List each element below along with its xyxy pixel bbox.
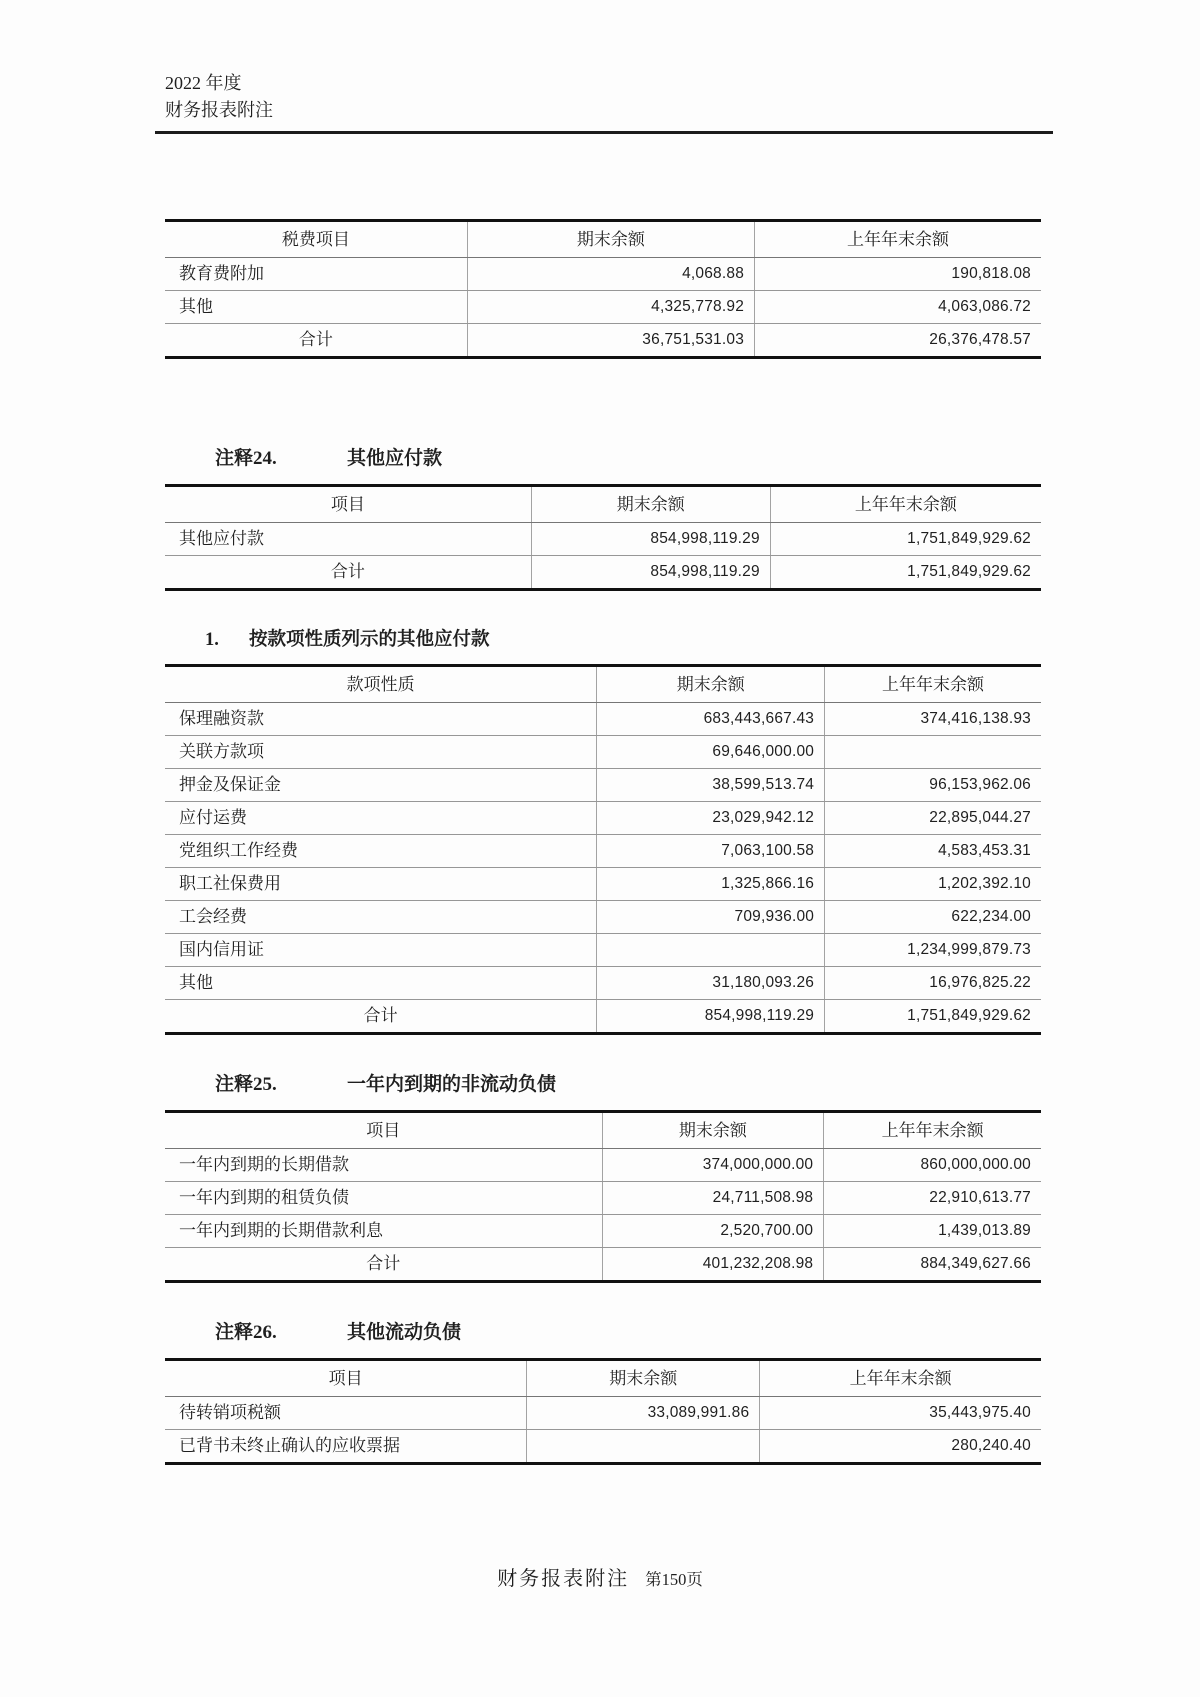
other-payables-table bbox=[165, 484, 1041, 591]
note-26-number: 注释26. bbox=[215, 1322, 277, 1343]
other-current-liabilities-table bbox=[165, 1358, 1041, 1465]
row-label: 保理融资款 bbox=[165, 703, 597, 736]
table-body bbox=[165, 523, 1041, 590]
row-label: 已背书未终止确认的应收票据 bbox=[179, 1436, 400, 1455]
page-body bbox=[165, 219, 1041, 1465]
table-header bbox=[165, 666, 1041, 703]
table-header bbox=[165, 1112, 1041, 1149]
table-row bbox=[165, 835, 1041, 868]
column-header: 上年年末余额 bbox=[824, 1112, 1041, 1149]
amount-current-period: 374,000,000.00 bbox=[602, 1149, 824, 1182]
amount-prior-year: 374,416,138.93 bbox=[825, 703, 1041, 736]
column-header: 期末余额 bbox=[531, 486, 770, 523]
amount-current-period: 2,520,700.00 bbox=[602, 1215, 824, 1248]
column-header: 项目 bbox=[165, 1112, 602, 1149]
amount-prior-year: 35,443,975.40 bbox=[760, 1397, 1041, 1430]
amount-current-period: 33,089,991.86 bbox=[527, 1397, 760, 1430]
amount-current-period: 36,751,531.03 bbox=[467, 324, 754, 358]
amount-prior-year: 1,234,999,879.73 bbox=[825, 934, 1041, 967]
table-header bbox=[165, 486, 1041, 523]
amount-prior-year: 1,751,849,929.62 bbox=[770, 556, 1041, 590]
amount-prior-year bbox=[825, 736, 1041, 769]
column-header: 期末余额 bbox=[467, 221, 754, 258]
header-row bbox=[165, 486, 1041, 523]
amount-current-period: 1,325,866.16 bbox=[597, 868, 825, 901]
amount-current-period: 854,998,119.29 bbox=[531, 556, 770, 590]
column-header: 税费项目 bbox=[165, 221, 467, 258]
row-label: 合计 bbox=[330, 562, 365, 581]
table-header bbox=[165, 221, 1041, 258]
amount-prior-year: 26,376,478.57 bbox=[755, 324, 1041, 358]
non-current-liabilities-due-table bbox=[165, 1110, 1041, 1283]
total-row bbox=[165, 556, 1041, 590]
amount-current-period: 401,232,208.98 bbox=[602, 1248, 824, 1282]
row-label: 其他 bbox=[165, 967, 597, 1000]
amount-prior-year: 280,240.40 bbox=[760, 1430, 1041, 1464]
row-label: 其他 bbox=[165, 291, 467, 324]
header-row bbox=[165, 666, 1041, 703]
table-row bbox=[165, 258, 1041, 291]
amount-prior-year: 1,751,849,929.62 bbox=[770, 523, 1041, 556]
table-row bbox=[165, 1149, 1041, 1182]
header-row bbox=[165, 221, 1041, 258]
column-header: 期末余额 bbox=[597, 666, 825, 703]
note-24-title-text: 其他应付款 bbox=[347, 448, 443, 469]
amount-prior-year: 16,976,825.22 bbox=[825, 967, 1041, 1000]
amount-prior-year: 4,583,453.31 bbox=[825, 835, 1041, 868]
amount-current-period bbox=[597, 934, 825, 967]
amount-current-period: 23,029,942.12 bbox=[597, 802, 825, 835]
note-26-title-text: 其他流动负债 bbox=[347, 1322, 462, 1343]
total-row bbox=[165, 1248, 1041, 1282]
page-footer bbox=[0, 1562, 1200, 1591]
total-row bbox=[165, 1000, 1041, 1034]
footer-page-number: 第150页 bbox=[645, 1570, 703, 1589]
note-24-number: 注释24. bbox=[215, 448, 277, 469]
table-row bbox=[165, 1215, 1041, 1248]
table-row bbox=[165, 967, 1041, 1000]
amount-prior-year: 884,349,627.66 bbox=[824, 1248, 1041, 1282]
amount-prior-year: 96,153,962.06 bbox=[825, 769, 1041, 802]
row-label: 应付运费 bbox=[165, 802, 597, 835]
table-row bbox=[165, 769, 1041, 802]
amount-current-period bbox=[527, 1430, 760, 1464]
payables-by-nature-table bbox=[165, 664, 1041, 1035]
table-row bbox=[165, 291, 1041, 324]
tax-surcharge-table bbox=[165, 219, 1041, 359]
amount-prior-year: 1,751,849,929.62 bbox=[825, 1000, 1041, 1034]
amount-current-period: 7,063,100.58 bbox=[597, 835, 825, 868]
footer-doc-title: 财务报表附注 bbox=[497, 1568, 630, 1590]
row-label: 合计 bbox=[363, 1006, 398, 1025]
table-row bbox=[165, 802, 1041, 835]
row-label: 职工社保费用 bbox=[165, 868, 597, 901]
amount-current-period: 4,068.88 bbox=[467, 258, 754, 291]
amount-prior-year: 1,202,392.10 bbox=[825, 868, 1041, 901]
table-body bbox=[165, 1397, 1041, 1464]
row-label: 工会经费 bbox=[165, 901, 597, 934]
row-label: 合计 bbox=[298, 330, 333, 349]
column-header: 上年年末余额 bbox=[760, 1360, 1041, 1397]
table-row bbox=[165, 934, 1041, 967]
table-row bbox=[165, 901, 1041, 934]
amount-prior-year: 22,910,613.77 bbox=[824, 1182, 1041, 1215]
column-header: 项目 bbox=[165, 486, 531, 523]
column-header: 上年年末余额 bbox=[755, 221, 1041, 258]
amount-prior-year: 22,895,044.27 bbox=[825, 802, 1041, 835]
note-25-heading bbox=[215, 1073, 1041, 1096]
header-row bbox=[165, 1112, 1041, 1149]
amount-current-period: 31,180,093.26 bbox=[597, 967, 825, 1000]
subsection-1-number: 1. bbox=[205, 630, 219, 650]
table-row bbox=[165, 868, 1041, 901]
report-subtitle: 财务报表附注 bbox=[165, 100, 273, 120]
note-24-heading bbox=[215, 447, 1041, 470]
page-header bbox=[155, 70, 1053, 134]
amount-current-period: 4,325,778.92 bbox=[467, 291, 754, 324]
amount-current-period: 854,998,119.29 bbox=[531, 523, 770, 556]
table-body bbox=[165, 1149, 1041, 1282]
column-header: 期末余额 bbox=[527, 1360, 760, 1397]
amount-prior-year: 860,000,000.00 bbox=[824, 1149, 1041, 1182]
table-row bbox=[165, 703, 1041, 736]
report-year: 2022 年度 bbox=[165, 73, 242, 93]
amount-current-period: 38,599,513.74 bbox=[597, 769, 825, 802]
amount-prior-year: 1,439,013.89 bbox=[824, 1215, 1041, 1248]
row-label: 其他应付款 bbox=[165, 523, 531, 556]
row-label: 关联方款项 bbox=[165, 736, 597, 769]
amount-prior-year: 190,818.08 bbox=[755, 258, 1041, 291]
subsection-1-title-text: 按款项性质列示的其他应付款 bbox=[249, 630, 490, 650]
amount-prior-year: 4,063,086.72 bbox=[755, 291, 1041, 324]
row-label: 待转销项税额 bbox=[165, 1397, 527, 1430]
row-label: 一年内到期的租赁负债 bbox=[165, 1182, 602, 1215]
table-body bbox=[165, 703, 1041, 1034]
row-label: 国内信用证 bbox=[165, 934, 597, 967]
table-header bbox=[165, 1360, 1041, 1397]
column-header: 款项性质 bbox=[165, 666, 597, 703]
total-row bbox=[165, 324, 1041, 358]
row-label: 合计 bbox=[366, 1254, 401, 1273]
table-row bbox=[165, 736, 1041, 769]
table-row bbox=[165, 1182, 1041, 1215]
amount-prior-year: 622,234.00 bbox=[825, 901, 1041, 934]
note-26-heading bbox=[215, 1321, 1041, 1344]
row-label: 教育费附加 bbox=[165, 258, 467, 291]
row-label: 党组织工作经费 bbox=[165, 835, 597, 868]
table-row bbox=[165, 1430, 1041, 1464]
amount-current-period: 854,998,119.29 bbox=[597, 1000, 825, 1034]
subsection-1-heading bbox=[205, 629, 1041, 652]
table-row bbox=[165, 523, 1041, 556]
amount-current-period: 709,936.00 bbox=[597, 901, 825, 934]
column-header: 项目 bbox=[165, 1360, 527, 1397]
table-body bbox=[165, 258, 1041, 358]
row-label: 押金及保证金 bbox=[165, 769, 597, 802]
header-row bbox=[165, 1360, 1041, 1397]
column-header: 上年年末余额 bbox=[770, 486, 1041, 523]
amount-current-period: 69,646,000.00 bbox=[597, 736, 825, 769]
amount-current-period: 683,443,667.43 bbox=[597, 703, 825, 736]
note-25-title-text: 一年内到期的非流动负债 bbox=[347, 1074, 557, 1095]
row-label: 一年内到期的长期借款利息 bbox=[165, 1215, 602, 1248]
column-header: 上年年末余额 bbox=[825, 666, 1041, 703]
note-25-number: 注释25. bbox=[215, 1074, 277, 1095]
table-row bbox=[165, 1397, 1041, 1430]
amount-current-period: 24,711,508.98 bbox=[602, 1182, 824, 1215]
row-label: 一年内到期的长期借款 bbox=[165, 1149, 602, 1182]
column-header: 期末余额 bbox=[602, 1112, 824, 1149]
